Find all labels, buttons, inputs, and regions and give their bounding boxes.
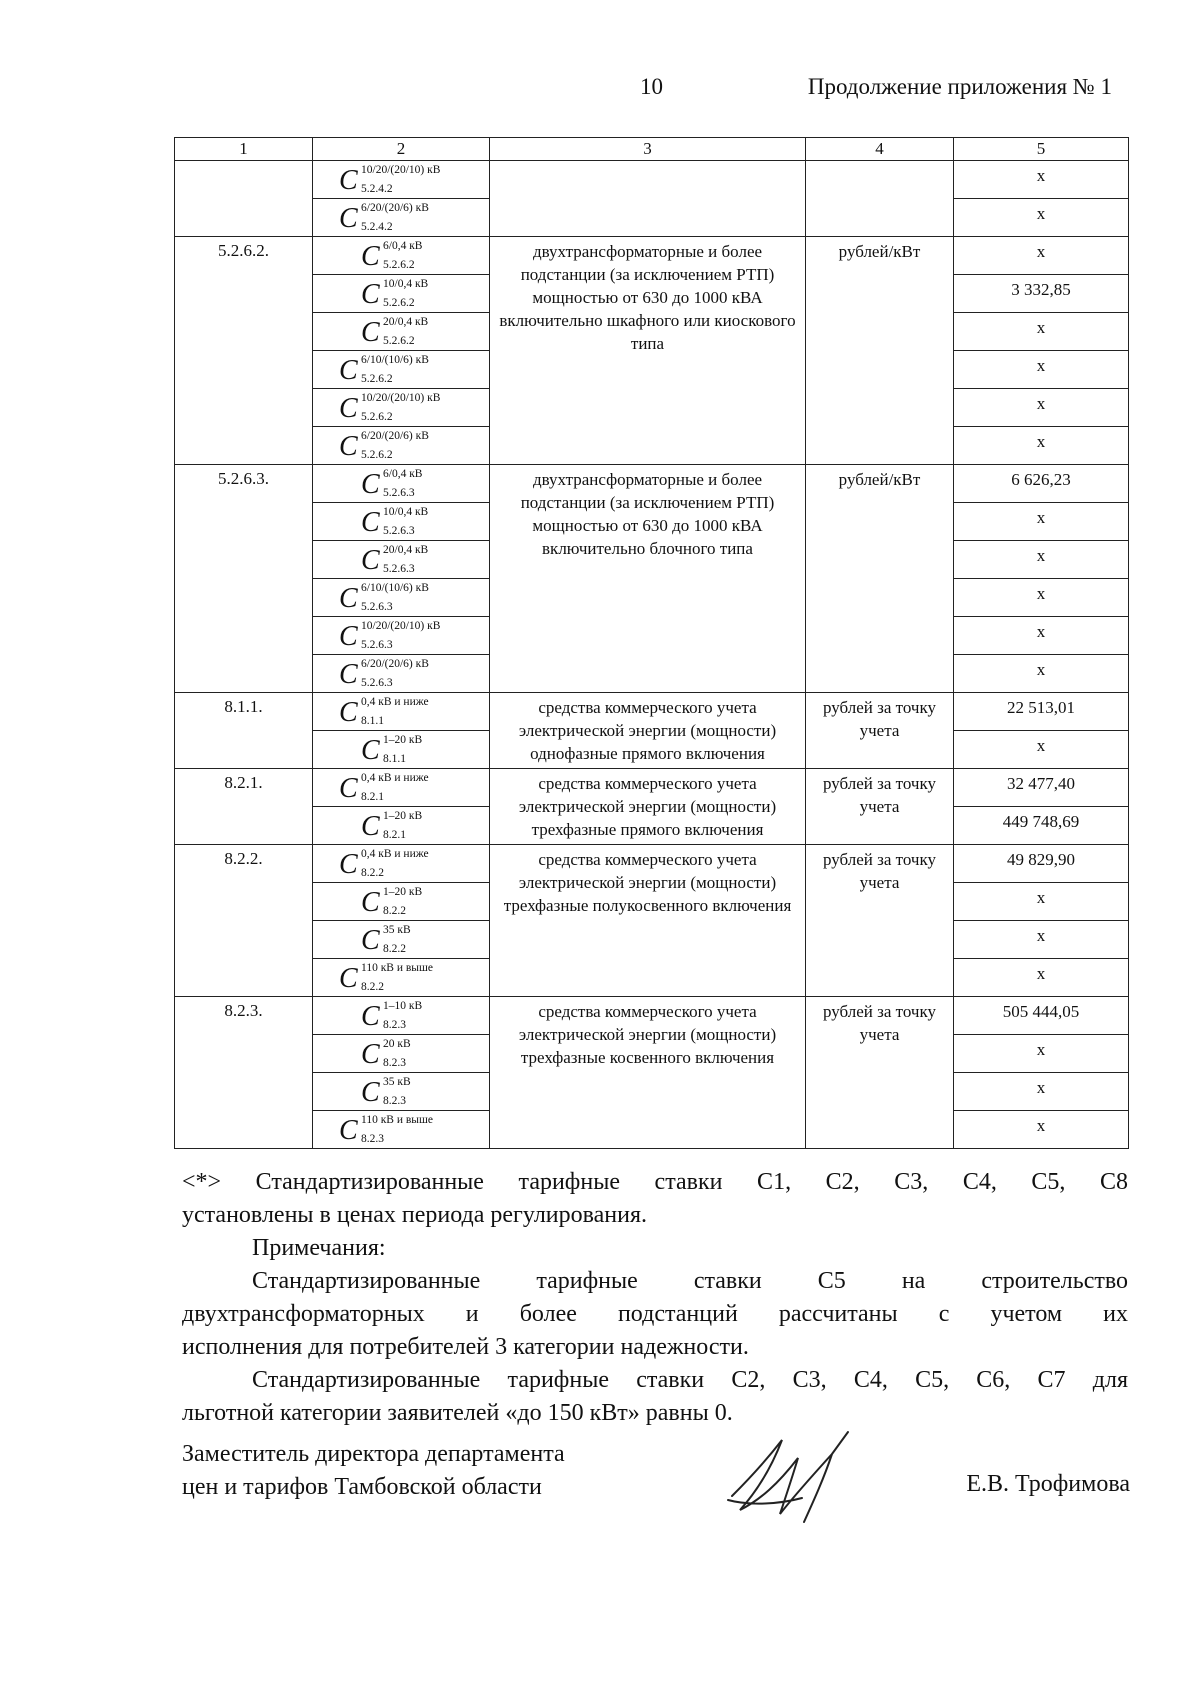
symbol-letter: C: [361, 240, 380, 272]
tariff-symbol: [313, 428, 489, 464]
symbol-subscript: 8.1.1: [383, 752, 406, 765]
tariff-symbol: [313, 580, 489, 616]
notes-heading: Примечания:: [252, 1235, 386, 1261]
item-description: средства коммерческого учета электрической энергии (мощности) трехфазные прямого включения: [490, 769, 806, 845]
symbol-letter: C: [361, 1038, 380, 1070]
symbol-superscript: 20/0,4 кВ: [383, 315, 429, 328]
symbol-letter: C: [339, 962, 358, 994]
symbol-letter: C: [361, 544, 380, 576]
tariff-symbol-cell: [313, 161, 490, 199]
item-unit: рублей за точку учета: [806, 693, 954, 769]
item-code: 5.2.6.2.: [175, 237, 313, 465]
tariff-symbol: [313, 884, 489, 920]
symbol-superscript: 1–20 кВ: [383, 733, 423, 746]
symbol-letter: C: [361, 810, 380, 842]
symbol-letter: C: [339, 582, 358, 614]
tariff-symbol: [313, 504, 489, 540]
tariff-symbol-cell: [313, 275, 490, 313]
tariff-table: [174, 137, 1129, 1149]
symbol-subscript: 5.2.6.2: [383, 296, 415, 309]
symbol-superscript: 6/20/(20/6) кВ: [361, 657, 429, 670]
symbol-subscript: 8.2.3: [383, 1094, 406, 1107]
tariff-symbol-cell: [313, 389, 490, 427]
symbol-letter: C: [339, 848, 358, 880]
symbol-superscript: 10/20/(20/10) кВ: [361, 391, 441, 404]
symbol-superscript: 10/20/(20/10) кВ: [361, 619, 441, 632]
symbol-subscript: 8.2.3: [383, 1018, 406, 1031]
symbol-letter: C: [361, 316, 380, 348]
symbol-letter: C: [339, 620, 358, 652]
symbol-subscript: 5.2.6.2: [383, 334, 415, 347]
tariff-symbol: [313, 1074, 489, 1110]
symbol-superscript: 20 кВ: [383, 1037, 411, 1050]
symbol-subscript: 8.2.2: [383, 942, 406, 955]
tariff-symbol-cell: [313, 693, 490, 731]
item-description: двухтрансформаторные и более подстанции (за исключением РТП) мощностью от 630 до 1000 кВА включительно блочного типа: [490, 465, 806, 693]
col-header: 3: [490, 138, 806, 161]
table-row: [175, 769, 1129, 807]
tariff-symbol: [313, 1112, 489, 1148]
page-number: 10: [640, 74, 663, 99]
symbol-subscript: 5.2.6.3: [361, 638, 393, 651]
col-header: 5: [954, 138, 1129, 161]
tariff-symbol-cell: [313, 617, 490, 655]
tariff-symbol-cell: [313, 731, 490, 769]
tariff-symbol-cell: [313, 313, 490, 351]
symbol-letter: C: [361, 734, 380, 766]
symbol-subscript: 8.1.1: [361, 714, 384, 727]
symbol-letter: C: [339, 430, 358, 462]
tariff-symbol: [313, 314, 489, 350]
tariff-symbol: [313, 998, 489, 1034]
symbol-letter: C: [361, 924, 380, 956]
tariff-symbol: [313, 390, 489, 426]
value-cell: x: [954, 199, 1129, 237]
tariff-symbol: [313, 542, 489, 578]
page-header: [0, 74, 1200, 106]
item-value: x: [954, 503, 1129, 541]
handwritten-signature: [720, 1418, 870, 1528]
symbol-superscript: 110 кВ и выше: [361, 1113, 433, 1126]
table-body: [175, 161, 1129, 1149]
symbol-superscript: 110 кВ и выше: [361, 961, 433, 974]
symbol-letter: C: [339, 164, 358, 196]
symbol-subscript: 8.2.2: [361, 866, 384, 879]
item-value: x: [954, 351, 1129, 389]
footnote-line-1: <*> Стандартизированные тарифные ставки С1, С2, С3, С4, С5, С8: [182, 1169, 1128, 1195]
tariff-symbol-cell: [313, 845, 490, 883]
tariff-symbol: [313, 238, 489, 274]
signatory-position-line-2: цен и тарифов Тамбовской области: [182, 1474, 542, 1500]
symbol-superscript: 10/20/(20/10) кВ: [361, 163, 441, 176]
item-unit: рублей за точку учета: [806, 845, 954, 997]
item-value: x: [954, 921, 1129, 959]
description-cell: [490, 161, 806, 237]
symbol-superscript: 6/10/(10/6) кВ: [361, 353, 429, 366]
item-value: x: [954, 1073, 1129, 1111]
code-cell: [175, 161, 313, 237]
tariff-symbol-cell: [313, 237, 490, 275]
item-code: 8.2.3.: [175, 997, 313, 1149]
symbol-letter: C: [339, 354, 358, 386]
col-header: 4: [806, 138, 954, 161]
symbol-superscript: 1–10 кВ: [383, 999, 423, 1012]
symbol-letter: C: [361, 1076, 380, 1108]
tariff-symbol: [313, 618, 489, 654]
symbol-letter: C: [339, 772, 358, 804]
tariff-symbol: [313, 846, 489, 882]
tariff-symbol-cell: [313, 807, 490, 845]
item-value: 3 332,85: [954, 275, 1129, 313]
tariff-symbol: [313, 694, 489, 730]
tariff-symbol: [313, 352, 489, 388]
tariff-symbol-cell: [313, 465, 490, 503]
item-description: двухтрансформаторные и более подстанции (за исключением РТП) мощностью от 630 до 1000 кВА включительно шкафного или киоскового типа: [490, 237, 806, 465]
item-code: 8.2.1.: [175, 769, 313, 845]
tariff-symbol-cell: [313, 1073, 490, 1111]
tariff-symbol-cell: [313, 997, 490, 1035]
tariff-symbol: [313, 922, 489, 958]
symbol-letter: C: [339, 202, 358, 234]
symbol-superscript: 35 кВ: [383, 1075, 411, 1088]
item-value: 6 626,23: [954, 465, 1129, 503]
item-description: средства коммерческого учета электрической энергии (мощности) однофазные прямого включения: [490, 693, 806, 769]
tariff-symbol: [313, 808, 489, 844]
item-value: x: [954, 1035, 1129, 1073]
unit-cell: [806, 161, 954, 237]
tariff-symbol: [313, 200, 489, 236]
symbol-superscript: 10/0,4 кВ: [383, 505, 429, 518]
table-row: [175, 693, 1129, 731]
tariff-symbol: [313, 162, 489, 198]
tariff-symbol: [313, 1036, 489, 1072]
tariff-symbol-cell: [313, 1035, 490, 1073]
symbol-subscript: 8.2.3: [383, 1056, 406, 1069]
note-1-line-3: исполнения для потребителей 3 категории надежности.: [182, 1334, 749, 1360]
symbol-subscript: 5.2.6.3: [361, 676, 393, 689]
symbol-superscript: 20/0,4 кВ: [383, 543, 429, 556]
item-value: x: [954, 731, 1129, 769]
symbol-subscript: 5.2.4.2: [361, 182, 393, 195]
item-value: 449 748,69: [954, 807, 1129, 845]
symbol-subscript: 8.2.2: [361, 980, 384, 993]
table-row: [175, 997, 1129, 1035]
tariff-symbol: [313, 466, 489, 502]
tariff-symbol: [313, 276, 489, 312]
item-value: 22 513,01: [954, 693, 1129, 731]
symbol-letter: C: [361, 886, 380, 918]
item-value: x: [954, 427, 1129, 465]
table-row: [175, 161, 1129, 199]
item-value: 32 477,40: [954, 769, 1129, 807]
item-value: x: [954, 237, 1129, 275]
symbol-letter: C: [361, 1000, 380, 1032]
item-value: x: [954, 617, 1129, 655]
item-code: 5.2.6.3.: [175, 465, 313, 693]
tariff-symbol-cell: [313, 199, 490, 237]
symbol-subscript: 5.2.4.2: [361, 220, 393, 233]
symbol-superscript: 10/0,4 кВ: [383, 277, 429, 290]
note-1-line-2: двухтрансформаторных и более подстанций рассчитаны с учетом их: [182, 1301, 1128, 1327]
symbol-subscript: 5.2.6.2: [361, 372, 393, 385]
tariff-symbol-cell: [313, 541, 490, 579]
tariff-symbol: [313, 732, 489, 768]
note-2-line-2: льготной категории заявителей «до 150 кВт» равны 0.: [182, 1400, 733, 1426]
signatory-position-line-1: Заместитель директора департамента: [182, 1441, 565, 1467]
tariff-symbol: [313, 770, 489, 806]
footnote-line-2: установлены в ценах периода регулирования.: [182, 1202, 648, 1228]
table-row: [175, 237, 1129, 275]
note-2-line-1: Стандартизированные тарифные ставки С2, С3, С4, С5, С6, С7 для: [252, 1367, 1128, 1393]
item-description: средства коммерческого учета электрической энергии (мощности) трехфазные косвенного включения: [490, 997, 806, 1149]
item-value: x: [954, 541, 1129, 579]
symbol-superscript: 0,4 кВ и ниже: [361, 847, 429, 860]
symbol-subscript: 5.2.6.3: [383, 562, 415, 575]
continuation-label: Продолжение приложения № 1: [807, 74, 1112, 99]
item-value: 505 444,05: [954, 997, 1129, 1035]
table-header-row: [175, 138, 1129, 161]
symbol-superscript: 0,4 кВ и ниже: [361, 771, 429, 784]
item-unit: рублей/кВт: [806, 465, 954, 693]
symbol-letter: C: [339, 658, 358, 690]
symbol-superscript: 0,4 кВ и ниже: [361, 695, 429, 708]
table-row: [175, 845, 1129, 883]
item-description: средства коммерческого учета электрической энергии (мощности) трехфазные полукосвенного включения: [490, 845, 806, 997]
tariff-symbol-cell: [313, 655, 490, 693]
symbol-subscript: 5.2.6.2: [383, 258, 415, 271]
symbol-letter: C: [361, 468, 380, 500]
tariff-symbol-cell: [313, 579, 490, 617]
value-cell: x: [954, 161, 1129, 199]
symbol-superscript: 6/0,4 кВ: [383, 239, 423, 252]
signatory-name: Е.В. Трофимова: [966, 1471, 1130, 1497]
symbol-superscript: 6/10/(10/6) кВ: [361, 581, 429, 594]
item-value: 49 829,90: [954, 845, 1129, 883]
symbol-superscript: 6/20/(20/6) кВ: [361, 201, 429, 214]
item-unit: рублей/кВт: [806, 237, 954, 465]
symbol-subscript: 5.2.6.3: [361, 600, 393, 613]
item-value: x: [954, 313, 1129, 351]
item-code: 8.2.2.: [175, 845, 313, 997]
symbol-subscript: 5.2.6.3: [383, 524, 415, 537]
item-value: x: [954, 959, 1129, 997]
table-row: [175, 465, 1129, 503]
symbol-subscript: 5.2.6.2: [361, 448, 393, 461]
tariff-symbol-cell: [313, 883, 490, 921]
symbol-superscript: 1–20 кВ: [383, 809, 423, 822]
signatory-position: [182, 1438, 565, 1504]
symbol-subscript: 8.2.2: [383, 904, 406, 917]
tariff-symbol-cell: [313, 921, 490, 959]
tariff-symbol-cell: [313, 769, 490, 807]
tariff-symbol-cell: [313, 1111, 490, 1149]
symbol-letter: C: [339, 696, 358, 728]
symbol-letter: C: [361, 278, 380, 310]
item-value: x: [954, 655, 1129, 693]
item-value: x: [954, 579, 1129, 617]
item-unit: рублей за точку учета: [806, 997, 954, 1149]
symbol-superscript: 6/20/(20/6) кВ: [361, 429, 429, 442]
symbol-subscript: 8.2.1: [361, 790, 384, 803]
symbol-letter: C: [361, 506, 380, 538]
item-value: x: [954, 883, 1129, 921]
symbol-subscript: 5.2.6.2: [361, 410, 393, 423]
tariff-symbol-cell: [313, 427, 490, 465]
tariff-symbol: [313, 656, 489, 692]
symbol-letter: C: [339, 392, 358, 424]
col-header: 1: [175, 138, 313, 161]
symbol-subscript: 5.2.6.3: [383, 486, 415, 499]
tariff-symbol: [313, 960, 489, 996]
item-value: x: [954, 1111, 1129, 1149]
symbol-subscript: 8.2.3: [361, 1132, 384, 1145]
col-header: 2: [313, 138, 490, 161]
item-value: x: [954, 389, 1129, 427]
tariff-symbol-cell: [313, 503, 490, 541]
symbol-letter: C: [339, 1114, 358, 1146]
symbol-superscript: 6/0,4 кВ: [383, 467, 423, 480]
note-1-line-1: Стандартизированные тарифные ставки С5 на строительство: [252, 1268, 1128, 1294]
symbol-superscript: 1–20 кВ: [383, 885, 423, 898]
item-unit: рублей за точку учета: [806, 769, 954, 845]
symbol-superscript: 35 кВ: [383, 923, 411, 936]
tariff-symbol-cell: [313, 959, 490, 997]
tariff-symbol-cell: [313, 351, 490, 389]
item-code: 8.1.1.: [175, 693, 313, 769]
symbol-subscript: 8.2.1: [383, 828, 406, 841]
